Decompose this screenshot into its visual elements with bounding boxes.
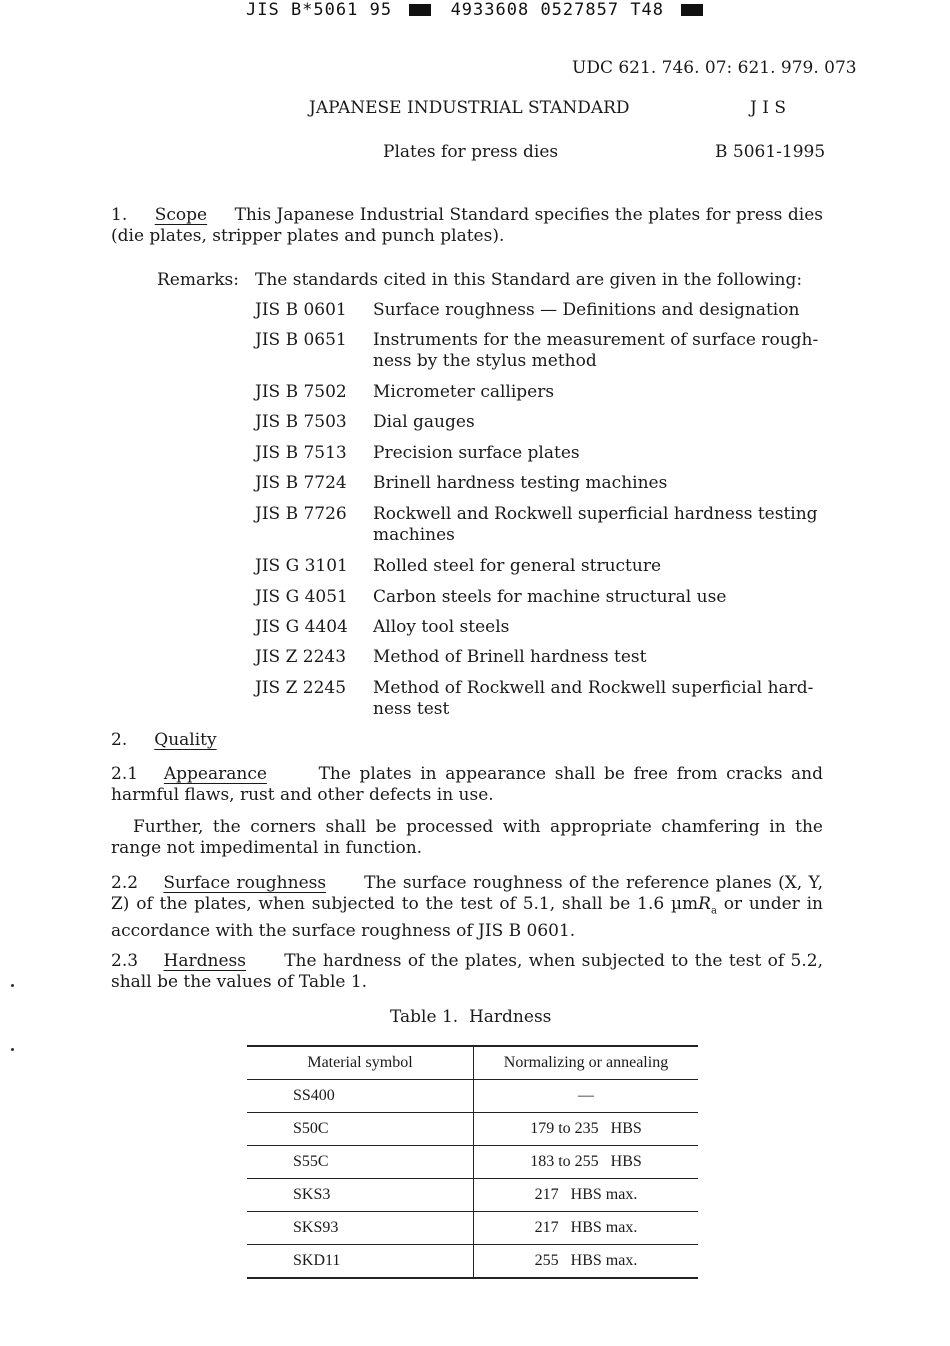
redaction-block — [681, 4, 703, 16]
reference-code: JIS Z 2245 — [255, 678, 347, 698]
scope-number: 1. — [111, 205, 128, 225]
roughness-text-a: The surface roughness of the reference planes (X, Y, Z) of the plates, when subjected to the test of 5.1, shall be 1.6 µm — [111, 873, 823, 914]
scope-heading: Scope — [154, 205, 208, 225]
material-cell: SS400 — [247, 1080, 474, 1113]
reference-code: JIS B 7513 — [255, 443, 347, 463]
reference-title: Surface roughness — Definitions and designation — [373, 300, 800, 320]
scan-speck — [11, 984, 14, 987]
appearance-further — [111, 817, 823, 859]
reference-title: Method of Rockwell and Rockwell superficial hard-ness test — [373, 678, 814, 719]
scan-speck — [11, 1048, 14, 1051]
hardness-table — [247, 1045, 698, 1279]
reference-code: JIS G 3101 — [255, 556, 348, 576]
table-row — [247, 1113, 698, 1146]
hardness-cell: 217 HBS max. — [474, 1212, 699, 1245]
reference-title: Rolled steel for general structure — [373, 556, 662, 576]
hardness-cell: — — [474, 1080, 699, 1113]
hardness-heading: Hardness — [163, 951, 246, 971]
remarks-label: Remarks: — [157, 270, 239, 290]
hardness-number: 2.3 — [111, 951, 139, 971]
material-cell: SKS93 — [247, 1212, 474, 1245]
reference-title: Micrometer callipers — [373, 382, 555, 402]
header-strip — [246, 0, 703, 20]
table-row — [247, 1146, 698, 1179]
roughness-section — [111, 873, 823, 942]
reference-title: Instruments for the measurement of surface rough-ness by the stylus method — [373, 330, 819, 371]
table-caption: Table 1. Hardness — [390, 1007, 552, 1027]
reference-code: JIS B 7724 — [255, 473, 347, 493]
table-row — [247, 1245, 698, 1279]
appearance-section — [111, 764, 823, 806]
roughness-heading: Surface roughness — [163, 873, 327, 893]
material-cell: SKD11 — [247, 1245, 474, 1279]
roughness-symbol: R — [698, 894, 711, 914]
hardness-section — [111, 951, 823, 993]
redaction-block — [409, 4, 431, 16]
appearance-further-text: Further, the corners shall be processed with appropriate chamfering in the range not impedimental in function. — [111, 817, 823, 858]
appearance-number: 2.1 — [111, 764, 139, 784]
reference-title: Brinell hardness testing machines — [373, 473, 668, 493]
doc-number: B 5061-1995 — [715, 142, 826, 162]
reference-code: JIS Z 2243 — [255, 647, 347, 667]
reference-title: Method of Brinell hardness test — [373, 647, 647, 667]
roughness-number: 2.2 — [111, 873, 139, 893]
reference-code: JIS G 4404 — [255, 617, 348, 637]
material-cell: S55C — [247, 1146, 474, 1179]
table-header-cell: Normalizing or annealing — [474, 1046, 699, 1080]
table-row — [247, 1179, 698, 1212]
doc-title: Plates for press dies — [383, 142, 559, 162]
header-strip-left: JIS B*5061 95 — [246, 0, 393, 20]
table-header-cell: Material symbol — [247, 1046, 474, 1080]
scope-text: This Japanese Industrial Standard specifies the plates for press dies (die plates, stripper plates and punch plates). — [111, 205, 823, 246]
material-cell: SKS3 — [247, 1179, 474, 1212]
reference-code: JIS B 7503 — [255, 412, 347, 432]
reference-title: Alloy tool steels — [373, 617, 510, 637]
quality-number: 2. — [111, 730, 128, 750]
roughness-text-b: or under in accordance with the surface roughness of JIS B 0601. — [111, 894, 823, 942]
reference-code: JIS B 0651 — [255, 330, 347, 350]
material-cell: S50C — [247, 1113, 474, 1146]
hardness-text: The hardness of the plates, when subjected to the test of 5.2, shall be the values of Table 1. — [111, 951, 823, 992]
table-row — [247, 1080, 698, 1113]
jis-label: J I S — [750, 98, 786, 118]
reference-title: Dial gauges — [373, 412, 475, 432]
reference-title: Rockwell and Rockwell superficial hardness testing machines — [373, 504, 818, 545]
reference-title: Carbon steels for machine structural use — [373, 587, 727, 607]
appearance-heading: Appearance — [163, 764, 267, 784]
standard-heading: JAPANESE INDUSTRIAL STANDARD — [309, 98, 630, 118]
scope-section — [111, 205, 823, 247]
roughness-subscript: a — [710, 905, 717, 917]
reference-code: JIS B 0601 — [255, 300, 347, 320]
quality-heading-row — [111, 730, 217, 750]
udc-code: UDC 621. 746. 07: 621. 979. 073 — [572, 58, 857, 78]
hardness-cell: 217 HBS max. — [474, 1179, 699, 1212]
reference-title: Precision surface plates — [373, 443, 580, 463]
reference-code: JIS G 4051 — [255, 587, 348, 607]
reference-code: JIS B 7726 — [255, 504, 347, 524]
remarks-intro: The standards cited in this Standard are given in the following: — [255, 270, 803, 290]
quality-heading: Quality — [154, 730, 217, 750]
table-row — [247, 1212, 698, 1245]
reference-code: JIS B 7502 — [255, 382, 347, 402]
header-strip-middle: 4933608 0527857 T48 — [450, 0, 665, 20]
hardness-cell: 179 to 235 HBS — [474, 1113, 699, 1146]
hardness-cell: 255 HBS max. — [474, 1245, 699, 1279]
hardness-cell: 183 to 255 HBS — [474, 1146, 699, 1179]
appearance-text: The plates in appearance shall be free from cracks and harmful flaws, rust and other defects in use. — [111, 764, 824, 805]
table-header-row — [247, 1046, 698, 1080]
